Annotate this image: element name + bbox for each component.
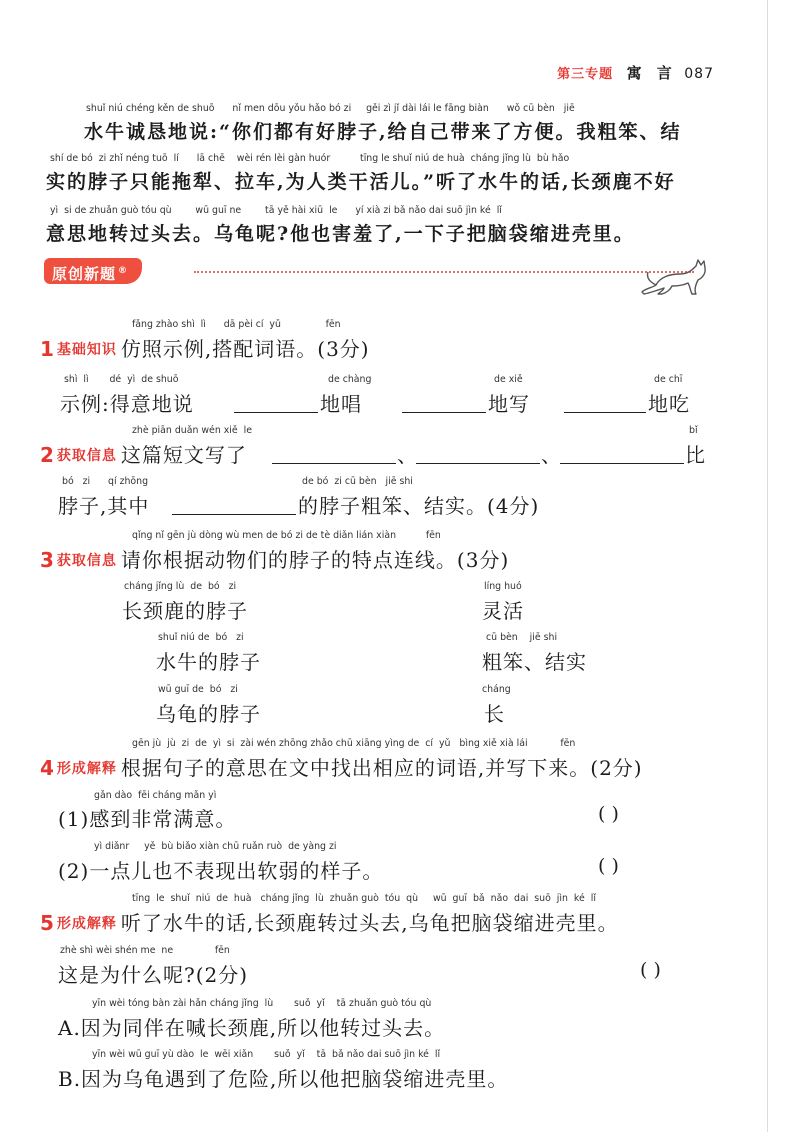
q3-right-item[interactable]: 粗笨、结实 bbox=[482, 650, 587, 674]
header-page-number: 087 bbox=[684, 66, 714, 82]
q4-sub-item: (2)一点儿也不表现出软弱的样子。 bbox=[58, 859, 384, 883]
q4-answer-paren[interactable]: ( ) bbox=[598, 855, 619, 877]
q3-right-item[interactable]: 灵活 bbox=[482, 599, 524, 623]
q4-pinyin: gēn jù jù zi de yì si zài wén zhōng zhǎo chū xiāng yìng de cí yǔ bìng xiě xià lái fēn bbox=[132, 738, 576, 749]
q2-line2-start: 脖子,其中 bbox=[58, 494, 150, 518]
header-topic: 第三专题 bbox=[557, 67, 614, 82]
q4-sub-pinyin: gǎn dào fēi cháng mǎn yì bbox=[94, 790, 217, 801]
page-header bbox=[557, 62, 714, 83]
dotted-divider bbox=[194, 271, 694, 273]
q3-left-pinyin: wū guī de bó zi bbox=[158, 684, 238, 695]
question-3 bbox=[40, 544, 509, 573]
q3-right-pinyin: líng huó bbox=[484, 581, 522, 592]
q1-pinyin: fǎng zhào shì lì dā pèi cí yǔ fēn bbox=[132, 319, 341, 330]
q1-item-pinyin: de chī bbox=[654, 374, 683, 385]
q2-bi: 比 bbox=[685, 443, 706, 467]
q2-pinyin: zhè piān duǎn wén xiě le bbox=[132, 425, 253, 436]
q1-answer-blank[interactable] bbox=[564, 412, 646, 413]
q1-item-pinyin: de chàng bbox=[328, 374, 372, 385]
q4-sub-pinyin: yì diǎnr yě bù biǎo xiàn chū ruǎn ruò de yàng zi bbox=[94, 841, 337, 852]
q5-option-a[interactable]: A.因为同伴在喊长颈鹿,所以他转过头去。 bbox=[58, 1016, 446, 1040]
q2-answer-blank[interactable] bbox=[416, 463, 540, 464]
q1-answer-blank[interactable] bbox=[402, 412, 486, 413]
q2-bi-pinyin: bǐ bbox=[689, 425, 698, 436]
question-5 bbox=[40, 907, 619, 936]
q5-option-pinyin: yīn wèi tóng bàn zài hǎn cháng jǐng lù suǒ yǐ tā zhuǎn guò tóu qù bbox=[92, 998, 432, 1009]
cat-icon bbox=[640, 252, 710, 296]
story-line: 水牛诚恳地说:“你们都有好脖子,给自己带来了方便。我粗笨、结 bbox=[84, 121, 682, 143]
q2-line2-pinyin: bó zi qí zhōng bbox=[62, 476, 149, 487]
q1-number: 1 bbox=[40, 337, 55, 361]
q2-answer-blank[interactable] bbox=[172, 514, 296, 515]
q3-right-pinyin: cháng bbox=[482, 684, 511, 695]
q2-line2-pinyin: de bó zi cū bèn jiē shi bbox=[302, 476, 413, 487]
story-pinyin-line: shuǐ niú chéng kěn de shuō nǐ men dōu yǒu hǎo bó zi gěi zì jǐ dài lái le fāng biàn wǒ cū bèn jiē bbox=[86, 103, 575, 114]
q3-number: 3 bbox=[40, 548, 55, 572]
q5-answer-paren[interactable]: ( ) bbox=[640, 959, 661, 981]
q2-separator: 、 bbox=[541, 443, 562, 467]
q3-right-item[interactable]: 长 bbox=[484, 702, 505, 726]
q4-tag: 形成解释 bbox=[56, 761, 117, 777]
q1-example-pinyin: shì lì dé yì de shuō bbox=[64, 374, 179, 385]
story-line: 实的脖子只能拖犁、拉车,为人类干活儿。”听了水牛的话,长颈鹿不好 bbox=[46, 171, 676, 193]
q2-line2-end: 的脖子粗笨、结实。(4分) bbox=[298, 494, 540, 518]
q1-item: 地吃 bbox=[648, 392, 690, 416]
q1-prompt: 仿照示例,搭配词语。(3分) bbox=[120, 337, 370, 361]
q2-tag: 获取信息 bbox=[56, 448, 117, 464]
q3-pinyin: qǐng nǐ gēn jù dòng wù men de bó zi de tè diǎn lián xiàn fēn bbox=[132, 530, 441, 541]
story-pinyin-line: yì si de zhuǎn guò tóu qù wū guī ne tā yě hài xiū le yí xià zi bǎ nǎo dai suō jìn ké lǐ bbox=[50, 205, 502, 216]
q5-line2: 这是为什么呢?(2分) bbox=[58, 963, 249, 987]
q1-item: 地写 bbox=[488, 392, 530, 416]
q2-separator: 、 bbox=[397, 443, 418, 467]
q2-answer-blank[interactable] bbox=[560, 463, 684, 464]
q3-left-pinyin: shuǐ niú de bó zi bbox=[158, 632, 244, 643]
page-edge-divider bbox=[767, 0, 768, 1132]
q2-answer-blank[interactable] bbox=[272, 463, 396, 464]
q3-left-pinyin: cháng jǐng lù de bó zi bbox=[124, 581, 237, 592]
q3-left-item[interactable]: 长颈鹿的脖子 bbox=[122, 599, 248, 623]
q5-option-b[interactable]: B.因为乌龟遇到了危险,所以他把脑袋缩进壳里。 bbox=[58, 1067, 509, 1091]
q5-pinyin: tīng le shuǐ niú de huà cháng jǐng lù zhuǎn guò tóu qù wū guī bǎ nǎo dai suō jìn ké lǐ bbox=[132, 893, 596, 904]
q3-left-item[interactable]: 水牛的脖子 bbox=[156, 650, 261, 674]
q5-number: 5 bbox=[40, 911, 55, 935]
q3-tag: 获取信息 bbox=[56, 553, 117, 569]
q1-tag: 基础知识 bbox=[56, 342, 117, 358]
question-1 bbox=[40, 333, 370, 362]
header-category: 寓 言 bbox=[626, 64, 677, 82]
q5-prompt: 听了水牛的话,长颈鹿转过头去,乌龟把脑袋缩进壳里。 bbox=[120, 911, 619, 935]
q3-prompt: 请你根据动物们的脖子的特点连线。(3分) bbox=[120, 548, 510, 572]
q4-answer-paren[interactable]: ( ) bbox=[598, 803, 619, 825]
q2-number: 2 bbox=[40, 443, 55, 467]
q4-prompt: 根据句子的意思在文中找出相应的词语,并写下来。(2分) bbox=[120, 756, 643, 780]
q3-left-item[interactable]: 乌龟的脖子 bbox=[156, 702, 261, 726]
q5-option-pinyin: yīn wèi wū guī yù dào le wēi xiǎn suǒ yǐ tā bǎ nǎo dai suō jìn ké lǐ bbox=[92, 1049, 441, 1060]
q4-number: 4 bbox=[40, 756, 55, 780]
q1-item-pinyin: de xiě bbox=[494, 374, 523, 385]
section-title: 原创新题 ® bbox=[44, 258, 142, 284]
question-4 bbox=[40, 752, 643, 781]
q1-answer-blank[interactable] bbox=[234, 412, 318, 413]
q1-item: 地唱 bbox=[320, 392, 362, 416]
q1-example: 示例:得意地说 bbox=[60, 392, 194, 416]
q2-prompt: 这篇短文写了 bbox=[120, 443, 247, 467]
q4-sub-item: (1)感到非常满意。 bbox=[58, 807, 237, 831]
q5-tag: 形成解释 bbox=[56, 916, 117, 932]
q5-line2-pinyin: zhè shì wèi shén me ne fēn bbox=[60, 945, 230, 956]
question-2 bbox=[40, 439, 247, 468]
story-line: 意思地转过头去。乌龟呢?他也害羞了,一下子把脑袋缩进壳里。 bbox=[46, 223, 635, 245]
registered-mark: ® bbox=[118, 266, 129, 276]
q3-right-pinyin: cū bèn jiē shi bbox=[486, 632, 558, 643]
story-pinyin-line: shí de bó zi zhǐ néng tuō lí lā chē wèi rén lèi gàn huór tīng le shuǐ niú de huà cháng jǐng lù bù hǎo bbox=[50, 153, 570, 164]
